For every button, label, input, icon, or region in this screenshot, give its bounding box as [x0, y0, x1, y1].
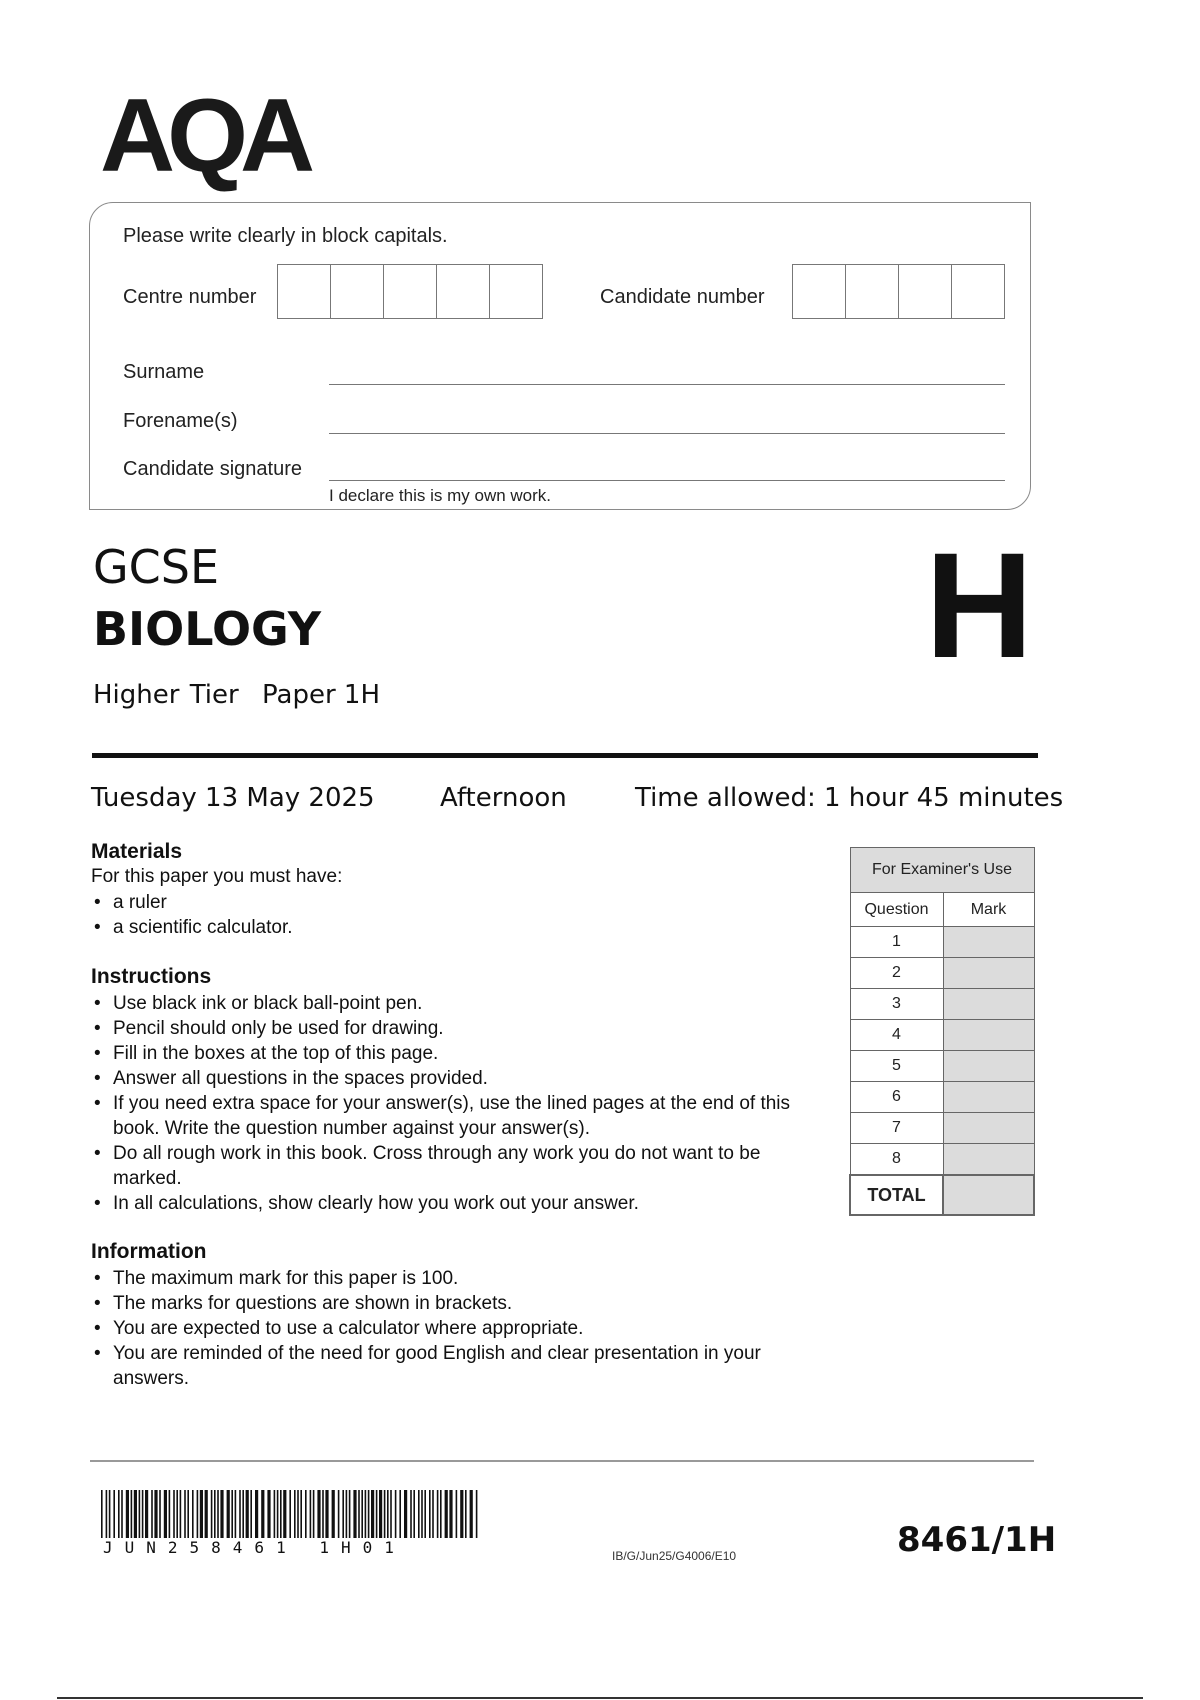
declaration-text: I declare this is my own work.: [329, 486, 552, 505]
page-bottom-rule: [57, 1697, 1143, 1699]
barcode-bar: [325, 1490, 328, 1538]
barcode-bar: [131, 1490, 133, 1538]
barcode-bar: [101, 1490, 103, 1538]
barcode-bar: [424, 1490, 426, 1538]
centre-digit-box[interactable]: [384, 265, 437, 318]
mark-cell: [943, 1051, 1034, 1082]
barcode-bar: [159, 1490, 161, 1538]
list-item: • The maximum mark for this paper is 100.: [91, 1266, 811, 1291]
barcode-bar: [184, 1490, 186, 1538]
paper-code: 8461/1H: [897, 1520, 1057, 1560]
question-number: 2: [850, 958, 943, 989]
barcode-bar: [470, 1490, 473, 1538]
barcode-bar: [289, 1490, 291, 1538]
centre-number-label: Centre number: [123, 286, 257, 308]
instructions-section: [91, 965, 821, 1216]
mark-cell: [943, 989, 1034, 1020]
centre-digit-box[interactable]: [437, 265, 490, 318]
information-heading: Information: [91, 1240, 207, 1263]
question-number: 1: [850, 927, 943, 958]
candidate-digit-box[interactable]: [846, 265, 899, 318]
total-mark-cell: [943, 1175, 1034, 1215]
barcode-bar: [205, 1490, 208, 1538]
candidate-digit-box[interactable]: [952, 265, 1004, 318]
signature-field[interactable]: [329, 480, 1005, 481]
barcode-bar: [465, 1490, 467, 1538]
barcode-bar: [449, 1490, 452, 1538]
barcode-bar: [106, 1490, 108, 1538]
candidate-number-label: Candidate number: [600, 286, 765, 308]
barcode-bar: [460, 1490, 463, 1538]
barcode-bar: [338, 1490, 340, 1538]
barcode-bar: [246, 1490, 249, 1538]
mark-column-header: Mark: [943, 893, 1034, 927]
barcode-bar: [121, 1490, 123, 1538]
barcode-bar: [418, 1490, 420, 1538]
barcode-bar: [145, 1490, 148, 1538]
centre-digit-box[interactable]: [490, 265, 542, 318]
forename-field[interactable]: [329, 433, 1005, 434]
footer-divider: [90, 1460, 1034, 1462]
barcode-bar: [353, 1490, 356, 1538]
list-item: • Answer all questions in the spaces provided.: [91, 1066, 821, 1091]
table-row: [850, 1082, 1034, 1113]
barcode-bar: [283, 1490, 286, 1538]
list-item: • If you need extra space for your answer(s), use the lined pages at the end of this book. Write the question number against your answer(s).: [91, 1091, 821, 1141]
instructions-list: [91, 991, 821, 1216]
qualification-title: GCSE: [93, 540, 220, 594]
table-row: [850, 1020, 1034, 1051]
barcode-bar: [365, 1490, 367, 1538]
list-item: • The marks for questions are shown in brackets.: [91, 1291, 811, 1316]
barcode-bar: [476, 1490, 478, 1538]
barcode-bar: [410, 1490, 412, 1538]
barcode-bar: [399, 1490, 401, 1538]
barcode-bar: [267, 1490, 270, 1538]
mark-cell: [943, 1082, 1034, 1113]
barcode-bar: [239, 1490, 241, 1538]
barcode-bar: [109, 1490, 111, 1538]
barcode-bar: [176, 1490, 178, 1538]
title-divider: [92, 753, 1038, 758]
table-row: [850, 927, 1034, 958]
barcode-bar: [142, 1490, 144, 1538]
barcode-bar: [376, 1490, 378, 1538]
table-row: [850, 1051, 1034, 1082]
barcode-bar: [445, 1490, 448, 1538]
barcode-bar: [139, 1490, 141, 1538]
surname-label: Surname: [123, 361, 205, 383]
question-number: 3: [850, 989, 943, 1020]
mark-cell: [943, 1020, 1034, 1051]
barcode-bar: [404, 1490, 407, 1538]
total-label: TOTAL: [850, 1175, 943, 1215]
list-item: • a scientific calculator.: [91, 915, 831, 940]
candidate-digit-box[interactable]: [793, 265, 846, 318]
question-column-header: Question: [850, 893, 943, 927]
barcode-bar: [200, 1490, 203, 1538]
barcode-bar: [437, 1490, 439, 1538]
barcode-bar: [456, 1490, 458, 1538]
barcode-bar: [154, 1490, 157, 1538]
exam-session: Afternoon: [440, 783, 567, 813]
barcode-bar: [313, 1490, 315, 1538]
barcode-bar: [371, 1490, 374, 1538]
signature-label: Candidate signature: [123, 458, 303, 480]
time-allowed: Time allowed: 1 hour 45 minutes: [635, 783, 1064, 813]
barcode-bar: [118, 1490, 120, 1538]
list-item: • Use black ink or black ball-point pen.: [91, 991, 821, 1016]
barcode-bar: [413, 1490, 415, 1538]
barcode-bar: [387, 1490, 389, 1538]
barcode-bar: [390, 1490, 392, 1538]
barcode-bar: [187, 1490, 189, 1538]
table-row: [850, 1113, 1034, 1144]
candidate-digit-box[interactable]: [899, 265, 952, 318]
barcode-bar: [217, 1490, 219, 1538]
barcode-bar: [227, 1490, 230, 1538]
barcode-image: [101, 1490, 481, 1538]
barcode-bar: [169, 1490, 171, 1538]
table-row: [850, 1144, 1034, 1176]
list-item: • Pencil should only be used for drawing.: [91, 1016, 821, 1041]
barcode-bar: [432, 1490, 434, 1538]
information-section: [91, 1240, 811, 1391]
table-row: [850, 958, 1034, 989]
question-number: 5: [850, 1051, 943, 1082]
list-item: • In all calculations, show clearly how you work out your answer.: [91, 1191, 821, 1216]
barcode-bar: [173, 1490, 175, 1538]
barcode-bar: [384, 1490, 386, 1538]
mark-cell: [943, 1113, 1034, 1144]
barcode-bar: [349, 1490, 351, 1538]
list-item: • You are expected to use a calculator where appropriate.: [91, 1316, 811, 1341]
exam-date: Tuesday 13 May 2025: [91, 783, 375, 813]
barcode-bar: [164, 1490, 167, 1538]
barcode-bar: [297, 1490, 299, 1538]
barcode-bar: [440, 1490, 442, 1538]
barcode-bar: [211, 1490, 213, 1538]
list-item: • Do all rough work in this book. Cross through any work you do not want to be marked.: [91, 1141, 821, 1191]
barcode-bar: [214, 1490, 216, 1538]
forename-label: Forename(s): [123, 410, 238, 432]
barcode-bar: [192, 1490, 194, 1538]
examiner-table-heading: For Examiner's Use: [850, 848, 1034, 893]
barcode-bar: [280, 1490, 282, 1538]
paper-label: Paper 1H: [262, 680, 380, 710]
barcode-bar: [322, 1490, 324, 1538]
list-item: • Fill in the boxes at the top of this page.: [91, 1041, 821, 1066]
barcode-bar: [242, 1490, 244, 1538]
materials-heading: Materials: [91, 840, 183, 863]
barcode-bar: [220, 1490, 223, 1538]
barcode-bar: [231, 1490, 233, 1538]
barcode-bar: [126, 1490, 129, 1538]
tier-letter: H: [925, 521, 1034, 689]
centre-number-boxes[interactable]: [277, 264, 543, 319]
barcode-bar: [379, 1490, 382, 1538]
question-number: 6: [850, 1082, 943, 1113]
centre-digit-box[interactable]: [278, 265, 331, 318]
barcode-bar: [332, 1490, 335, 1538]
instructions-heading: Instructions: [91, 965, 212, 988]
information-list: [91, 1266, 811, 1391]
barcode-bar: [180, 1490, 182, 1538]
materials-intro: For this paper you must have:: [91, 866, 343, 887]
barcode-bar: [250, 1490, 252, 1538]
barcode-text: JUN258461 1H01: [103, 1538, 406, 1557]
mark-cell: [943, 927, 1034, 958]
barcode-bar: [346, 1490, 348, 1538]
question-number: 4: [850, 1020, 943, 1051]
barcode-bar: [429, 1490, 431, 1538]
barcode-bar: [300, 1490, 302, 1538]
examiner-use-table: [849, 847, 1035, 1216]
question-number: 8: [850, 1144, 943, 1176]
question-number: 7: [850, 1113, 943, 1144]
barcode-bar: [305, 1490, 307, 1538]
barcode-bar: [274, 1490, 276, 1538]
barcode-bar: [261, 1490, 264, 1538]
barcode-bar: [151, 1490, 153, 1538]
candidate-number-boxes[interactable]: [792, 264, 1005, 319]
total-row: [850, 1175, 1034, 1215]
subject-title: BIOLOGY: [93, 602, 322, 656]
barcode-bar: [317, 1490, 320, 1538]
barcode-bar: [197, 1490, 199, 1538]
list-item: • a ruler: [91, 890, 831, 915]
surname-field[interactable]: [329, 384, 1005, 385]
barcode-bar: [255, 1490, 258, 1538]
barcode-bar: [277, 1490, 279, 1538]
barcode-bar: [235, 1490, 237, 1538]
tier-label: Higher Tier: [93, 680, 239, 710]
barcode-bar: [368, 1490, 370, 1538]
barcode-bar: [342, 1490, 344, 1538]
mark-cell: [943, 958, 1034, 989]
barcode-bar: [113, 1490, 115, 1538]
barcode-bar: [395, 1490, 397, 1538]
table-row: [850, 989, 1034, 1020]
aqa-logo: AQA: [100, 78, 308, 194]
barcode-bar: [358, 1490, 360, 1538]
barcode-bar: [294, 1490, 296, 1538]
materials-list: [91, 890, 831, 940]
materials-section: [91, 840, 831, 940]
mark-cell: [943, 1144, 1034, 1176]
barcode-bar: [361, 1490, 363, 1538]
barcode-bar: [134, 1490, 137, 1538]
barcode-bar: [310, 1490, 312, 1538]
centre-digit-box[interactable]: [331, 265, 384, 318]
barcode-bar: [421, 1490, 423, 1538]
reference-code: IB/G/Jun25/G4006/E10: [612, 1549, 737, 1563]
block-capitals-instruction: Please write clearly in block capitals.: [123, 225, 448, 247]
list-item: • You are reminded of the need for good English and clear presentation in your answers.: [91, 1341, 811, 1391]
